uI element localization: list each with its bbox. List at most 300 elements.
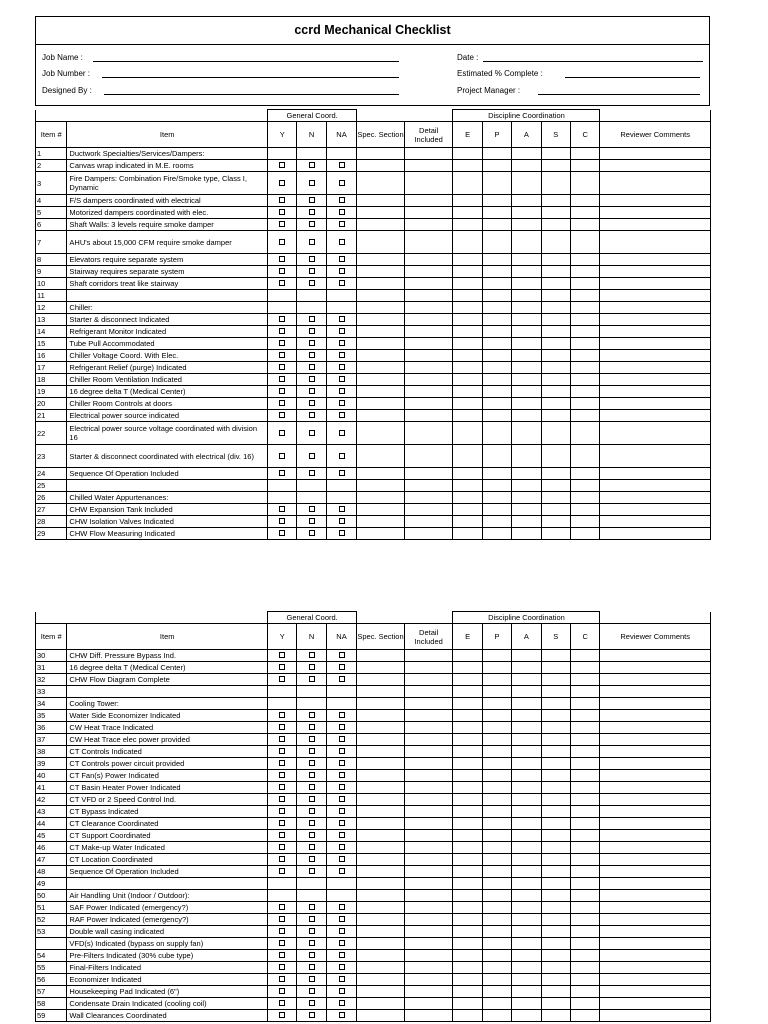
e-cell[interactable]	[453, 806, 482, 818]
s-cell[interactable]	[541, 266, 570, 278]
comments-cell[interactable]	[600, 386, 711, 398]
e-cell[interactable]	[453, 172, 482, 195]
detail-cell[interactable]	[404, 938, 453, 950]
spec-cell[interactable]	[357, 950, 405, 962]
p-cell[interactable]	[482, 806, 511, 818]
spec-cell[interactable]	[357, 172, 405, 195]
p-cell[interactable]	[482, 386, 511, 398]
checkbox-y[interactable]	[279, 676, 285, 682]
p-cell[interactable]	[482, 278, 511, 290]
checkbox-y[interactable]	[279, 652, 285, 658]
spec-cell[interactable]	[357, 818, 405, 830]
c-cell[interactable]	[570, 302, 599, 314]
checkbox-cell-n[interactable]	[297, 422, 326, 445]
checkbox-y[interactable]	[279, 736, 285, 742]
detail-cell[interactable]	[404, 195, 453, 207]
checkbox-cell-n[interactable]	[297, 516, 326, 528]
checkbox-na[interactable]	[339, 316, 345, 322]
a-cell[interactable]	[512, 902, 541, 914]
checkbox-n[interactable]	[309, 328, 315, 334]
checkbox-cell-y[interactable]	[268, 374, 297, 386]
checkbox-cell-y[interactable]	[268, 794, 297, 806]
checkbox-cell-y[interactable]	[268, 782, 297, 794]
e-cell[interactable]	[453, 207, 482, 219]
e-cell[interactable]	[453, 662, 482, 674]
e-cell[interactable]	[453, 398, 482, 410]
comments-cell[interactable]	[600, 480, 711, 492]
a-cell[interactable]	[512, 974, 541, 986]
spec-cell[interactable]	[357, 302, 405, 314]
checkbox-y[interactable]	[279, 280, 285, 286]
checkbox-n[interactable]	[309, 664, 315, 670]
checkbox-y[interactable]	[279, 376, 285, 382]
checkbox-cell-na[interactable]	[326, 734, 356, 746]
checkbox-cell-n[interactable]	[297, 926, 326, 938]
p-cell[interactable]	[482, 410, 511, 422]
p-cell[interactable]	[482, 516, 511, 528]
spec-cell[interactable]	[357, 326, 405, 338]
spec-cell[interactable]	[357, 986, 405, 998]
p-cell[interactable]	[482, 1010, 511, 1022]
c-cell[interactable]	[570, 362, 599, 374]
checkbox-y[interactable]	[279, 832, 285, 838]
spec-cell[interactable]	[357, 504, 405, 516]
checkbox-cell-na[interactable]	[326, 998, 356, 1010]
s-cell[interactable]	[541, 962, 570, 974]
a-cell[interactable]	[512, 362, 541, 374]
p-cell[interactable]	[482, 926, 511, 938]
p-cell[interactable]	[482, 938, 511, 950]
a-cell[interactable]	[512, 794, 541, 806]
a-cell[interactable]	[512, 722, 541, 734]
spec-cell[interactable]	[357, 962, 405, 974]
checkbox-y[interactable]	[279, 856, 285, 862]
detail-cell[interactable]	[404, 504, 453, 516]
checkbox-n[interactable]	[309, 430, 315, 436]
a-cell[interactable]	[512, 1010, 541, 1022]
comments-cell[interactable]	[600, 794, 711, 806]
project-manager-field[interactable]	[538, 94, 700, 95]
e-cell[interactable]	[453, 492, 482, 504]
p-cell[interactable]	[482, 878, 511, 890]
comments-cell[interactable]	[600, 950, 711, 962]
comments-cell[interactable]	[600, 842, 711, 854]
checkbox-cell-na[interactable]	[326, 818, 356, 830]
checkbox-na[interactable]	[339, 280, 345, 286]
checkbox-cell-n[interactable]	[297, 374, 326, 386]
checkbox-cell-y[interactable]	[268, 410, 297, 422]
s-cell[interactable]	[541, 686, 570, 698]
checkbox-na[interactable]	[339, 760, 345, 766]
checkbox-na[interactable]	[339, 197, 345, 203]
c-cell[interactable]	[570, 314, 599, 326]
checkbox-na[interactable]	[339, 916, 345, 922]
checkbox-na[interactable]	[339, 268, 345, 274]
checkbox-cell-na[interactable]	[326, 746, 356, 758]
checkbox-n[interactable]	[309, 376, 315, 382]
checkbox-n[interactable]	[309, 1000, 315, 1006]
checkbox-n[interactable]	[309, 808, 315, 814]
spec-cell[interactable]	[357, 386, 405, 398]
estimated-complete-field[interactable]	[565, 77, 700, 78]
checkbox-cell-n[interactable]	[297, 266, 326, 278]
checkbox-cell-na[interactable]	[326, 326, 356, 338]
checkbox-cell-na[interactable]	[326, 386, 356, 398]
checkbox-cell-n[interactable]	[297, 326, 326, 338]
e-cell[interactable]	[453, 734, 482, 746]
checkbox-cell-n[interactable]	[297, 528, 326, 540]
comments-cell[interactable]	[600, 195, 711, 207]
e-cell[interactable]	[453, 338, 482, 350]
checkbox-y[interactable]	[279, 530, 285, 536]
checkbox-y[interactable]	[279, 430, 285, 436]
a-cell[interactable]	[512, 806, 541, 818]
a-cell[interactable]	[512, 410, 541, 422]
c-cell[interactable]	[570, 866, 599, 878]
s-cell[interactable]	[541, 782, 570, 794]
c-cell[interactable]	[570, 818, 599, 830]
checkbox-cell-na[interactable]	[326, 650, 356, 662]
checkbox-cell-y[interactable]	[268, 722, 297, 734]
checkbox-cell-na[interactable]	[326, 172, 356, 195]
comments-cell[interactable]	[600, 758, 711, 770]
c-cell[interactable]	[570, 926, 599, 938]
s-cell[interactable]	[541, 830, 570, 842]
detail-cell[interactable]	[404, 278, 453, 290]
checkbox-cell-n[interactable]	[297, 962, 326, 974]
e-cell[interactable]	[453, 710, 482, 722]
detail-cell[interactable]	[404, 746, 453, 758]
comments-cell[interactable]	[600, 674, 711, 686]
c-cell[interactable]	[570, 998, 599, 1010]
checkbox-cell-n[interactable]	[297, 950, 326, 962]
checkbox-n[interactable]	[309, 724, 315, 730]
detail-cell[interactable]	[404, 926, 453, 938]
detail-cell[interactable]	[404, 290, 453, 302]
checkbox-cell-na[interactable]	[326, 160, 356, 172]
s-cell[interactable]	[541, 986, 570, 998]
e-cell[interactable]	[453, 254, 482, 266]
detail-cell[interactable]	[404, 172, 453, 195]
checkbox-cell-na[interactable]	[326, 266, 356, 278]
checkbox-na[interactable]	[339, 376, 345, 382]
c-cell[interactable]	[570, 782, 599, 794]
checkbox-cell-na[interactable]	[326, 722, 356, 734]
detail-cell[interactable]	[404, 686, 453, 698]
checkbox-n[interactable]	[309, 748, 315, 754]
s-cell[interactable]	[541, 148, 570, 160]
checkbox-y[interactable]	[279, 239, 285, 245]
detail-cell[interactable]	[404, 207, 453, 219]
checkbox-na[interactable]	[339, 868, 345, 874]
detail-cell[interactable]	[404, 950, 453, 962]
checkbox-cell-n[interactable]	[297, 746, 326, 758]
c-cell[interactable]	[570, 290, 599, 302]
detail-cell[interactable]	[404, 854, 453, 866]
a-cell[interactable]	[512, 854, 541, 866]
s-cell[interactable]	[541, 314, 570, 326]
e-cell[interactable]	[453, 770, 482, 782]
c-cell[interactable]	[570, 195, 599, 207]
spec-cell[interactable]	[357, 480, 405, 492]
s-cell[interactable]	[541, 492, 570, 504]
s-cell[interactable]	[541, 818, 570, 830]
p-cell[interactable]	[482, 231, 511, 254]
detail-cell[interactable]	[404, 480, 453, 492]
e-cell[interactable]	[453, 290, 482, 302]
a-cell[interactable]	[512, 746, 541, 758]
checkbox-cell-n[interactable]	[297, 710, 326, 722]
p-cell[interactable]	[482, 195, 511, 207]
checkbox-n[interactable]	[309, 760, 315, 766]
c-cell[interactable]	[570, 172, 599, 195]
detail-cell[interactable]	[404, 710, 453, 722]
checkbox-na[interactable]	[339, 239, 345, 245]
s-cell[interactable]	[541, 302, 570, 314]
comments-cell[interactable]	[600, 219, 711, 231]
spec-cell[interactable]	[357, 338, 405, 350]
a-cell[interactable]	[512, 231, 541, 254]
checkbox-cell-n[interactable]	[297, 445, 326, 468]
s-cell[interactable]	[541, 794, 570, 806]
s-cell[interactable]	[541, 374, 570, 386]
checkbox-n[interactable]	[309, 180, 315, 186]
a-cell[interactable]	[512, 172, 541, 195]
detail-cell[interactable]	[404, 698, 453, 710]
s-cell[interactable]	[541, 480, 570, 492]
spec-cell[interactable]	[357, 314, 405, 326]
e-cell[interactable]	[453, 314, 482, 326]
p-cell[interactable]	[482, 338, 511, 350]
comments-cell[interactable]	[600, 722, 711, 734]
a-cell[interactable]	[512, 698, 541, 710]
checkbox-cell-y[interactable]	[268, 231, 297, 254]
c-cell[interactable]	[570, 746, 599, 758]
checkbox-cell-na[interactable]	[326, 986, 356, 998]
checkbox-cell-y[interactable]	[268, 195, 297, 207]
checkbox-cell-y[interactable]	[268, 278, 297, 290]
a-cell[interactable]	[512, 770, 541, 782]
comments-cell[interactable]	[600, 662, 711, 674]
checkbox-n[interactable]	[309, 340, 315, 346]
spec-cell[interactable]	[357, 770, 405, 782]
checkbox-cell-n[interactable]	[297, 1010, 326, 1022]
spec-cell[interactable]	[357, 662, 405, 674]
detail-cell[interactable]	[404, 734, 453, 746]
p-cell[interactable]	[482, 468, 511, 480]
spec-cell[interactable]	[357, 492, 405, 504]
checkbox-n[interactable]	[309, 268, 315, 274]
checkbox-n[interactable]	[309, 239, 315, 245]
c-cell[interactable]	[570, 492, 599, 504]
checkbox-cell-na[interactable]	[326, 662, 356, 674]
a-cell[interactable]	[512, 492, 541, 504]
e-cell[interactable]	[453, 445, 482, 468]
checkbox-y[interactable]	[279, 197, 285, 203]
checkbox-n[interactable]	[309, 518, 315, 524]
s-cell[interactable]	[541, 290, 570, 302]
checkbox-n[interactable]	[309, 868, 315, 874]
e-cell[interactable]	[453, 938, 482, 950]
checkbox-cell-na[interactable]	[326, 854, 356, 866]
checkbox-cell-na[interactable]	[326, 914, 356, 926]
detail-cell[interactable]	[404, 398, 453, 410]
c-cell[interactable]	[570, 794, 599, 806]
e-cell[interactable]	[453, 974, 482, 986]
checkbox-na[interactable]	[339, 820, 345, 826]
detail-cell[interactable]	[404, 468, 453, 480]
checkbox-na[interactable]	[339, 430, 345, 436]
spec-cell[interactable]	[357, 195, 405, 207]
a-cell[interactable]	[512, 350, 541, 362]
a-cell[interactable]	[512, 290, 541, 302]
checkbox-y[interactable]	[279, 388, 285, 394]
detail-cell[interactable]	[404, 986, 453, 998]
spec-cell[interactable]	[357, 890, 405, 902]
spec-cell[interactable]	[357, 266, 405, 278]
checkbox-na[interactable]	[339, 952, 345, 958]
e-cell[interactable]	[453, 842, 482, 854]
s-cell[interactable]	[541, 422, 570, 445]
checkbox-na[interactable]	[339, 676, 345, 682]
checkbox-cell-na[interactable]	[326, 207, 356, 219]
checkbox-cell-y[interactable]	[268, 674, 297, 686]
e-cell[interactable]	[453, 878, 482, 890]
c-cell[interactable]	[570, 986, 599, 998]
checkbox-cell-na[interactable]	[326, 758, 356, 770]
e-cell[interactable]	[453, 302, 482, 314]
comments-cell[interactable]	[600, 326, 711, 338]
c-cell[interactable]	[570, 219, 599, 231]
s-cell[interactable]	[541, 674, 570, 686]
p-cell[interactable]	[482, 902, 511, 914]
p-cell[interactable]	[482, 890, 511, 902]
checkbox-cell-n[interactable]	[297, 410, 326, 422]
spec-cell[interactable]	[357, 686, 405, 698]
c-cell[interactable]	[570, 734, 599, 746]
checkbox-na[interactable]	[339, 856, 345, 862]
s-cell[interactable]	[541, 890, 570, 902]
s-cell[interactable]	[541, 516, 570, 528]
checkbox-na[interactable]	[339, 180, 345, 186]
a-cell[interactable]	[512, 148, 541, 160]
a-cell[interactable]	[512, 195, 541, 207]
a-cell[interactable]	[512, 445, 541, 468]
a-cell[interactable]	[512, 938, 541, 950]
c-cell[interactable]	[570, 938, 599, 950]
s-cell[interactable]	[541, 998, 570, 1010]
checkbox-y[interactable]	[279, 268, 285, 274]
p-cell[interactable]	[482, 266, 511, 278]
s-cell[interactable]	[541, 254, 570, 266]
checkbox-na[interactable]	[339, 470, 345, 476]
s-cell[interactable]	[541, 938, 570, 950]
checkbox-n[interactable]	[309, 1012, 315, 1018]
a-cell[interactable]	[512, 160, 541, 172]
checkbox-y[interactable]	[279, 796, 285, 802]
p-cell[interactable]	[482, 758, 511, 770]
checkbox-cell-y[interactable]	[268, 818, 297, 830]
checkbox-cell-na[interactable]	[326, 830, 356, 842]
checkbox-cell-n[interactable]	[297, 662, 326, 674]
checkbox-n[interactable]	[309, 904, 315, 910]
comments-cell[interactable]	[600, 350, 711, 362]
p-cell[interactable]	[482, 302, 511, 314]
a-cell[interactable]	[512, 890, 541, 902]
p-cell[interactable]	[482, 148, 511, 160]
e-cell[interactable]	[453, 160, 482, 172]
checkbox-cell-y[interactable]	[268, 770, 297, 782]
e-cell[interactable]	[453, 686, 482, 698]
c-cell[interactable]	[570, 422, 599, 445]
spec-cell[interactable]	[357, 998, 405, 1010]
s-cell[interactable]	[541, 410, 570, 422]
checkbox-na[interactable]	[339, 328, 345, 334]
checkbox-cell-y[interactable]	[268, 998, 297, 1010]
checkbox-cell-na[interactable]	[326, 422, 356, 445]
checkbox-y[interactable]	[279, 772, 285, 778]
checkbox-y[interactable]	[279, 928, 285, 934]
s-cell[interactable]	[541, 878, 570, 890]
p-cell[interactable]	[482, 662, 511, 674]
detail-cell[interactable]	[404, 266, 453, 278]
checkbox-cell-n[interactable]	[297, 818, 326, 830]
checkbox-cell-y[interactable]	[268, 842, 297, 854]
checkbox-cell-y[interactable]	[268, 758, 297, 770]
p-cell[interactable]	[482, 986, 511, 998]
s-cell[interactable]	[541, 231, 570, 254]
a-cell[interactable]	[512, 830, 541, 842]
s-cell[interactable]	[541, 746, 570, 758]
checkbox-cell-n[interactable]	[297, 986, 326, 998]
detail-cell[interactable]	[404, 662, 453, 674]
checkbox-na[interactable]	[339, 796, 345, 802]
s-cell[interactable]	[541, 866, 570, 878]
c-cell[interactable]	[570, 254, 599, 266]
comments-cell[interactable]	[600, 172, 711, 195]
p-cell[interactable]	[482, 950, 511, 962]
s-cell[interactable]	[541, 974, 570, 986]
c-cell[interactable]	[570, 710, 599, 722]
p-cell[interactable]	[482, 734, 511, 746]
e-cell[interactable]	[453, 528, 482, 540]
checkbox-cell-y[interactable]	[268, 362, 297, 374]
p-cell[interactable]	[482, 974, 511, 986]
checkbox-na[interactable]	[339, 904, 345, 910]
checkbox-cell-n[interactable]	[297, 278, 326, 290]
spec-cell[interactable]	[357, 710, 405, 722]
checkbox-n[interactable]	[309, 470, 315, 476]
checkbox-n[interactable]	[309, 400, 315, 406]
c-cell[interactable]	[570, 950, 599, 962]
a-cell[interactable]	[512, 842, 541, 854]
detail-cell[interactable]	[404, 914, 453, 926]
comments-cell[interactable]	[600, 302, 711, 314]
checkbox-cell-n[interactable]	[297, 386, 326, 398]
checkbox-cell-n[interactable]	[297, 782, 326, 794]
checkbox-na[interactable]	[339, 940, 345, 946]
spec-cell[interactable]	[357, 207, 405, 219]
checkbox-cell-na[interactable]	[326, 782, 356, 794]
comments-cell[interactable]	[600, 254, 711, 266]
checkbox-cell-n[interactable]	[297, 338, 326, 350]
spec-cell[interactable]	[357, 445, 405, 468]
spec-cell[interactable]	[357, 866, 405, 878]
checkbox-na[interactable]	[339, 209, 345, 215]
s-cell[interactable]	[541, 528, 570, 540]
e-cell[interactable]	[453, 1010, 482, 1022]
checkbox-y[interactable]	[279, 844, 285, 850]
